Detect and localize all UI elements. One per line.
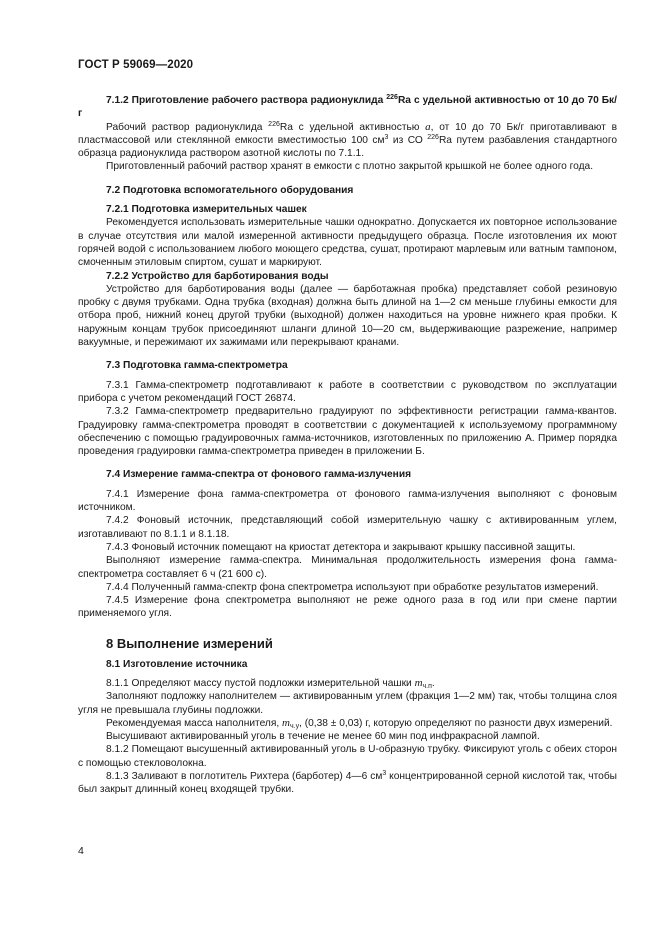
document-header: ГОСТ Р 59069—2020 (78, 59, 194, 71)
section-7-2-2-title: 7.2.2 Устройство для барботирования воды (106, 270, 329, 282)
section-7-2-1-title: 7.2.1 Подготовка измерительных чашек (106, 204, 307, 216)
section-7-4-1-paragraph: 7.4.1 Измерение фона гамма-спектрометра от фонового гамма-излучения выполняют с фоновым источником. (78, 488, 617, 514)
section-7-3-2-paragraph: 7.3.2 Гамма-спектрометр предварительно градуируют по эффективности регистрации гамма-квантов. Градуировку гамма-спектрометра проводят в соответствии с документацией к используемому программному обеспечению с помощью градуировочных гамма-источников, изготовленных по приложению А. Пример порядка проведения градуировки гамма-спектрометра приведен в приложении Б. (78, 406, 617, 458)
section-8-1-1-mass-paragraph: Рекомендуемая масса наполнителя, $m_{ч.у}$, (0,38 ± 0,03) г, которую определяют по разности двух измерений. (106, 716, 613, 730)
section-7-4-4-paragraph: 7.4.4 Полученный гамма-спектр фона спектрометра используют при обработке результатов измерений. (106, 581, 599, 593)
document-body (78, 88, 617, 797)
section-7-2-1-paragraph: Рекомендуется использовать измерительные чашки однократно. Допускается их повторное использование в случае отсутствия или малой измеренной активности предыдущего образца. После изготовления их моют горячей водой с использованием любого моющего средства, сушат, протирают марлевым или ватным тампоном, смоченным этиловым спиртом, сушат и маркируют. (78, 217, 617, 269)
section-7-4-3-paragraph: 7.4.3 Фоновый источник помещают на криостат детектора и закрывают крышку пассивной защиты. (106, 541, 576, 553)
section-7-1-2-paragraph-2: Приготовленный рабочий раствор хранят в емкости с плотно закрытой крышкой не более одного года. (106, 161, 594, 173)
section-7-2-title: 7.2 Подготовка вспомогательного оборудования (106, 184, 354, 196)
page-number: 4 (78, 845, 84, 857)
section-7-1-2-paragraph-1: Рабочий раствор радионуклида $^{226}$Ra с удельной активностью a, от 10 до 70 Бк/г приготавливают в пластмассовой или стеклянной емкости вместимостью 100 $см^3$ из СО $^{226}$Ra путем разбавления стандартного образца радионуклида раствором азотной кислоты по 7.1.1. (78, 120, 617, 160)
section-8-1-title: 8.1 Изготовление источника (106, 658, 248, 670)
section-8-1-1-fill-paragraph: Заполняют подложку наполнителем — активированным углем (фракция 1—2 мм) так, чтобы толщина слоя угля не превышала глубины подложки. (78, 691, 617, 716)
section-7-2-2-paragraph: Устройство для барботирования воды (далее — барботажная пробка) представляет собой резиновую пробку с двумя трубками. Одна трубка (входная) должна быть длиной на 1—2 см меньше глубины емкости для отбора проб, нижний конец другой трубки (выходной) должен находиться на уровне нижнего края пробки. К наружным концам трубок присоединяют шланги длиной 10—20 см, выдерживающие разрежение, например вакуумные, и пережимают их зажимами или перекрывают кранами. (78, 283, 617, 349)
section-7-4-title: 7.4 Измерение гамма-спектра от фонового гамма-излучения (106, 469, 412, 481)
section-7-3-title: 7.3 Подготовка гамма-спектрометра (106, 360, 288, 372)
section-8-1-1-dry-paragraph: Высушивают активированный уголь в течение не менее 60 мин под инфракрасной лампой. (106, 731, 540, 743)
section-7-1-2-title: 7.1.2 Приготовление рабочего раствора радионуклида $^{226}$Ra с удельной активностью от 10 до 70 Бк/г (78, 94, 617, 120)
chapter-8-title: 8 Выполнение измерений (106, 635, 273, 651)
section-8-1-3-paragraph: 8.1.3 Заливают в поглотитель Рихтера (барботер) 4—6 $см^3$ концентрированной серной кислотой так, чтобы был закрыт длинный конец входящей трубки. (78, 770, 617, 796)
section-8-1-2-paragraph: 8.1.2 Помещают высушенный активированный уголь в U-образную трубку. Фиксируют уголь с обеих сторон с помощью стекловолокна. (78, 744, 617, 769)
section-7-3-1-paragraph: 7.3.1 Гамма-спектрометр подготавливают к работе в соответствии с руководством по эксплуатации прибора с учетом рекомендаций ГОСТ 26874. (78, 379, 617, 404)
section-7-4-2-paragraph: 7.4.2 Фоновый источник, представляющий собой измерительную чашку с активированным углем, изготавливают по 8.1.1 и 8.1.18. (78, 515, 617, 540)
section-7-4-5-paragraph: 7.4.5 Измерение фона спектрометра выполняют не реже одного раза в год или при смене партии применяемого угля. (78, 595, 617, 620)
section-7-4-3-paragraph-continued: Выполняют измерение гамма-спектра. Минимальная продолжительность измерения фона гамма-спектрометра составляет 6 ч (21 600 с). (78, 555, 617, 580)
section-8-1-1-paragraph: 8.1.1 Определяют массу пустой подложки измерительной чашки $m_{ч.п}$. (106, 676, 435, 690)
